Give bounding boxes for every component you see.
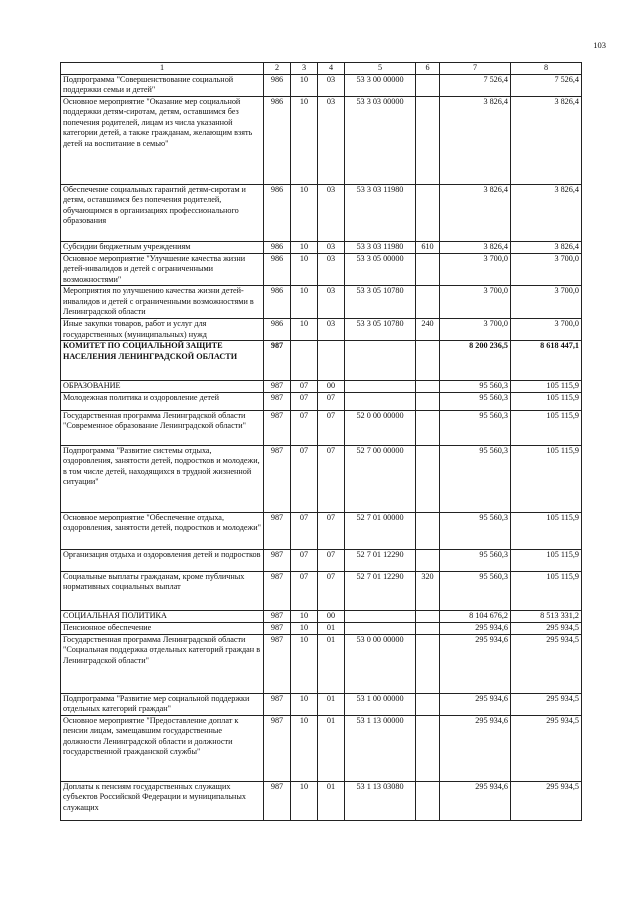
- row-code-cell: 986: [264, 184, 291, 241]
- row-code-cell: 01: [318, 781, 345, 820]
- row-code-cell: 52 7 01 12290: [345, 571, 416, 610]
- row-code-cell: 986: [264, 96, 291, 184]
- row-code-cell: 10: [291, 781, 318, 820]
- row-code-cell: 53 1 13 00000: [345, 715, 416, 781]
- row-code-cell: 07: [291, 381, 318, 393]
- row-value-cell: 105 115,9: [511, 445, 582, 512]
- row-code-cell: 03: [318, 319, 345, 341]
- row-value-cell: 3 826,4: [440, 184, 511, 241]
- row-code-cell: 987: [264, 571, 291, 610]
- table-row: [61, 549, 582, 571]
- row-name-cell: Иные закупки товаров, работ и услуг для государственных (муниципальных) нужд: [61, 319, 264, 341]
- table-row: [61, 622, 582, 634]
- row-value-cell: 295 934,6: [440, 693, 511, 715]
- row-value-cell: 3 700,0: [511, 253, 582, 286]
- row-code-cell: 10: [291, 184, 318, 241]
- header-cell: 1: [61, 63, 264, 75]
- row-name-cell: Мероприятия по улучшению качества жизни детей-инвалидов и детей с ограниченными возможностями в Ленинградской области: [61, 286, 264, 319]
- table-row: [61, 715, 582, 781]
- row-code-cell: [416, 693, 440, 715]
- table-row: [61, 634, 582, 693]
- row-code-cell: 987: [264, 381, 291, 393]
- row-code-cell: 01: [318, 715, 345, 781]
- table-body: [61, 63, 582, 821]
- row-code-cell: 07: [318, 410, 345, 445]
- row-value-cell: 295 934,6: [440, 622, 511, 634]
- row-name-cell: Основное мероприятие "Оказание мер социальной поддержки детям-сиротам, детям, оставшимся без попечения родителей, лицам из числа указанной категории детей, а также гражданам, желающим взять детей на воспитание в семью": [61, 96, 264, 184]
- row-code-cell: 986: [264, 319, 291, 341]
- row-code-cell: [416, 715, 440, 781]
- row-code-cell: 986: [264, 74, 291, 96]
- budget-table: [60, 62, 582, 821]
- row-code-cell: 53 1 13 03080: [345, 781, 416, 820]
- table-row: [61, 571, 582, 610]
- table-row: [61, 693, 582, 715]
- row-code-cell: 52 7 01 00000: [345, 512, 416, 549]
- row-code-cell: [416, 96, 440, 184]
- row-code-cell: 987: [264, 715, 291, 781]
- row-value-cell: 3 826,4: [511, 241, 582, 253]
- header-cell: 2: [264, 63, 291, 75]
- row-code-cell: 52 7 00 00000: [345, 445, 416, 512]
- row-name-cell: Подпрограмма "Совершенствование социальной поддержки семьи и детей": [61, 74, 264, 96]
- row-value-cell: 3 700,0: [511, 319, 582, 341]
- row-value-cell: 295 934,5: [511, 715, 582, 781]
- row-code-cell: [416, 381, 440, 393]
- row-code-cell: 01: [318, 622, 345, 634]
- row-code-cell: 987: [264, 445, 291, 512]
- row-value-cell: 3 700,0: [440, 253, 511, 286]
- row-value-cell: 105 115,9: [511, 549, 582, 571]
- row-name-cell: Социальные выплаты гражданам, кроме публичных нормативных социальных выплат: [61, 571, 264, 610]
- row-value-cell: 8 200 236,5: [440, 341, 511, 381]
- row-code-cell: 10: [291, 693, 318, 715]
- row-code-cell: 987: [264, 634, 291, 693]
- row-value-cell: 95 560,3: [440, 392, 511, 410]
- row-value-cell: 295 934,5: [511, 622, 582, 634]
- row-code-cell: 986: [264, 286, 291, 319]
- header-cell: 8: [511, 63, 582, 75]
- row-code-cell: 07: [318, 445, 345, 512]
- row-code-cell: 10: [291, 96, 318, 184]
- row-code-cell: 52 0 00 00000: [345, 410, 416, 445]
- row-code-cell: 987: [264, 610, 291, 622]
- row-code-cell: 53 3 05 10780: [345, 319, 416, 341]
- row-value-cell: 3 700,0: [440, 286, 511, 319]
- row-value-cell: 95 560,3: [440, 549, 511, 571]
- row-code-cell: 987: [264, 410, 291, 445]
- row-code-cell: [318, 341, 345, 381]
- table-row: [61, 381, 582, 393]
- row-code-cell: 07: [291, 512, 318, 549]
- row-code-cell: 07: [291, 571, 318, 610]
- row-value-cell: 3 826,4: [511, 184, 582, 241]
- row-name-cell: Государственная программа Ленинградской области "Социальная поддержка отдельных категорий граждан в Ленинградской области": [61, 634, 264, 693]
- row-name-cell: Основное мероприятие "Обеспечение отдыха, оздоровления, занятости детей, подростков и молодежи": [61, 512, 264, 549]
- table-row: [61, 512, 582, 549]
- row-code-cell: 10: [291, 715, 318, 781]
- row-code-cell: [345, 392, 416, 410]
- row-code-cell: 07: [318, 549, 345, 571]
- row-code-cell: 07: [291, 549, 318, 571]
- row-code-cell: 987: [264, 341, 291, 381]
- row-code-cell: [345, 610, 416, 622]
- row-value-cell: 3 826,4: [511, 96, 582, 184]
- row-value-cell: 295 934,6: [440, 715, 511, 781]
- header-cell: 3: [291, 63, 318, 75]
- row-code-cell: 10: [291, 74, 318, 96]
- row-code-cell: 986: [264, 241, 291, 253]
- row-name-cell: Государственная программа Ленинградской области "Современное образование Ленинградской области": [61, 410, 264, 445]
- table-row: [61, 184, 582, 241]
- row-value-cell: 105 115,9: [511, 410, 582, 445]
- row-value-cell: 295 934,6: [440, 781, 511, 820]
- row-code-cell: [416, 392, 440, 410]
- row-value-cell: 8 104 676,2: [440, 610, 511, 622]
- row-value-cell: 3 700,0: [511, 286, 582, 319]
- row-value-cell: 3 826,4: [440, 96, 511, 184]
- row-code-cell: [291, 341, 318, 381]
- row-code-cell: 01: [318, 693, 345, 715]
- row-code-cell: 53 3 05 00000: [345, 253, 416, 286]
- row-name-cell: Обеспечение социальных гарантий детям-сиротам и детям, оставшимся без попечения родителей, обучающимся в организациях профессионального образования: [61, 184, 264, 241]
- row-value-cell: 295 934,5: [511, 634, 582, 693]
- row-code-cell: 987: [264, 781, 291, 820]
- row-code-cell: [416, 286, 440, 319]
- row-code-cell: 610: [416, 241, 440, 253]
- row-code-cell: 53 3 05 10780: [345, 286, 416, 319]
- row-code-cell: [416, 549, 440, 571]
- row-code-cell: 03: [318, 96, 345, 184]
- table-row: [61, 781, 582, 820]
- table-row: [61, 241, 582, 253]
- row-code-cell: 10: [291, 610, 318, 622]
- row-code-cell: 240: [416, 319, 440, 341]
- header-cell: 4: [318, 63, 345, 75]
- header-row: [61, 63, 582, 75]
- row-name-cell: Подпрограмма "Развитие системы отдыха, оздоровления, занятости детей, подростков и молодежи, в том числе детей, находящихся в трудной жизненной ситуации": [61, 445, 264, 512]
- row-value-cell: 95 560,3: [440, 410, 511, 445]
- row-value-cell: 8 618 447,1: [511, 341, 582, 381]
- row-name-cell: ОБРАЗОВАНИЕ: [61, 381, 264, 393]
- row-code-cell: 53 3 03 11980: [345, 184, 416, 241]
- row-value-cell: 95 560,3: [440, 512, 511, 549]
- row-value-cell: 7 526,4: [440, 74, 511, 96]
- row-code-cell: [416, 610, 440, 622]
- row-code-cell: [416, 445, 440, 512]
- row-code-cell: [345, 341, 416, 381]
- row-value-cell: 95 560,3: [440, 445, 511, 512]
- row-code-cell: 53 3 03 11980: [345, 241, 416, 253]
- row-code-cell: 07: [318, 512, 345, 549]
- row-code-cell: [416, 512, 440, 549]
- row-code-cell: 03: [318, 253, 345, 286]
- row-value-cell: 3 826,4: [440, 241, 511, 253]
- row-code-cell: 10: [291, 241, 318, 253]
- row-code-cell: [416, 781, 440, 820]
- table-row: [61, 286, 582, 319]
- row-code-cell: 987: [264, 392, 291, 410]
- row-name-cell: Организация отдыха и оздоровления детей и подростков: [61, 549, 264, 571]
- header-cell: 6: [416, 63, 440, 75]
- row-name-cell: КОМИТЕТ ПО СОЦИАЛЬНОЙ ЗАЩИТЕ НАСЕЛЕНИЯ ЛЕНИНГРАДСКОЙ ОБЛАСТИ: [61, 341, 264, 381]
- row-value-cell: 8 513 331,2: [511, 610, 582, 622]
- row-name-cell: СОЦИАЛЬНАЯ ПОЛИТИКА: [61, 610, 264, 622]
- row-code-cell: 00: [318, 610, 345, 622]
- row-code-cell: [416, 410, 440, 445]
- row-name-cell: Пенсионное обеспечение: [61, 622, 264, 634]
- row-code-cell: 52 7 01 12290: [345, 549, 416, 571]
- row-code-cell: 986: [264, 253, 291, 286]
- page-number: 103: [593, 40, 606, 50]
- row-code-cell: [416, 74, 440, 96]
- header-cell: 7: [440, 63, 511, 75]
- row-value-cell: 105 115,9: [511, 381, 582, 393]
- row-code-cell: 53 3 00 00000: [345, 74, 416, 96]
- row-value-cell: 295 934,5: [511, 693, 582, 715]
- row-code-cell: 03: [318, 74, 345, 96]
- row-value-cell: 295 934,5: [511, 781, 582, 820]
- row-code-cell: [416, 341, 440, 381]
- row-value-cell: 3 700,0: [440, 319, 511, 341]
- row-value-cell: 105 115,9: [511, 392, 582, 410]
- row-code-cell: [345, 381, 416, 393]
- header-cell: 5: [345, 63, 416, 75]
- row-name-cell: Основное мероприятие "Улучшение качества жизни детей-инвалидов и детей с ограниченными возможностями": [61, 253, 264, 286]
- row-code-cell: 320: [416, 571, 440, 610]
- row-code-cell: 03: [318, 286, 345, 319]
- table-row: [61, 74, 582, 96]
- row-code-cell: 53 3 03 00000: [345, 96, 416, 184]
- row-name-cell: Молодежная политика и оздоровление детей: [61, 392, 264, 410]
- table-row: [61, 253, 582, 286]
- row-code-cell: [416, 622, 440, 634]
- row-code-cell: 987: [264, 549, 291, 571]
- row-code-cell: 03: [318, 241, 345, 253]
- table-row: [61, 96, 582, 184]
- row-code-cell: 00: [318, 381, 345, 393]
- row-code-cell: 53 1 00 00000: [345, 693, 416, 715]
- row-name-cell: Доплаты к пенсиям государственных служащих субъектов Российской Федерации и муниципальных служащих: [61, 781, 264, 820]
- row-value-cell: 105 115,9: [511, 512, 582, 549]
- row-code-cell: 53 0 00 00000: [345, 634, 416, 693]
- table-row: [61, 341, 582, 381]
- table-row: [61, 445, 582, 512]
- row-value-cell: 295 934,6: [440, 634, 511, 693]
- table-row: [61, 410, 582, 445]
- row-value-cell: 105 115,9: [511, 571, 582, 610]
- table-row: [61, 319, 582, 341]
- row-code-cell: 07: [318, 392, 345, 410]
- row-code-cell: 07: [291, 392, 318, 410]
- row-name-cell: Подпрограмма "Развитие мер социальной поддержки отдельных категорий граждан": [61, 693, 264, 715]
- row-code-cell: 07: [291, 445, 318, 512]
- row-code-cell: 10: [291, 253, 318, 286]
- row-value-cell: 7 526,4: [511, 74, 582, 96]
- row-value-cell: 95 560,3: [440, 571, 511, 610]
- row-code-cell: 10: [291, 286, 318, 319]
- row-code-cell: 10: [291, 622, 318, 634]
- table-row: [61, 392, 582, 410]
- row-code-cell: [416, 634, 440, 693]
- row-value-cell: 95 560,3: [440, 381, 511, 393]
- table-row: [61, 610, 582, 622]
- row-code-cell: [345, 622, 416, 634]
- row-code-cell: 987: [264, 512, 291, 549]
- row-code-cell: 07: [318, 571, 345, 610]
- row-code-cell: 987: [264, 693, 291, 715]
- row-code-cell: 10: [291, 634, 318, 693]
- row-code-cell: 03: [318, 184, 345, 241]
- row-code-cell: [416, 253, 440, 286]
- row-code-cell: [416, 184, 440, 241]
- row-code-cell: 01: [318, 634, 345, 693]
- row-code-cell: 10: [291, 319, 318, 341]
- row-code-cell: 987: [264, 622, 291, 634]
- row-code-cell: 07: [291, 410, 318, 445]
- row-name-cell: Субсидии бюджетным учреждениям: [61, 241, 264, 253]
- row-name-cell: Основное мероприятие "Предоставление доплат к пенсии лицам, замещавшим государственные должности Ленинградской области и должности государственной гражданской службы": [61, 715, 264, 781]
